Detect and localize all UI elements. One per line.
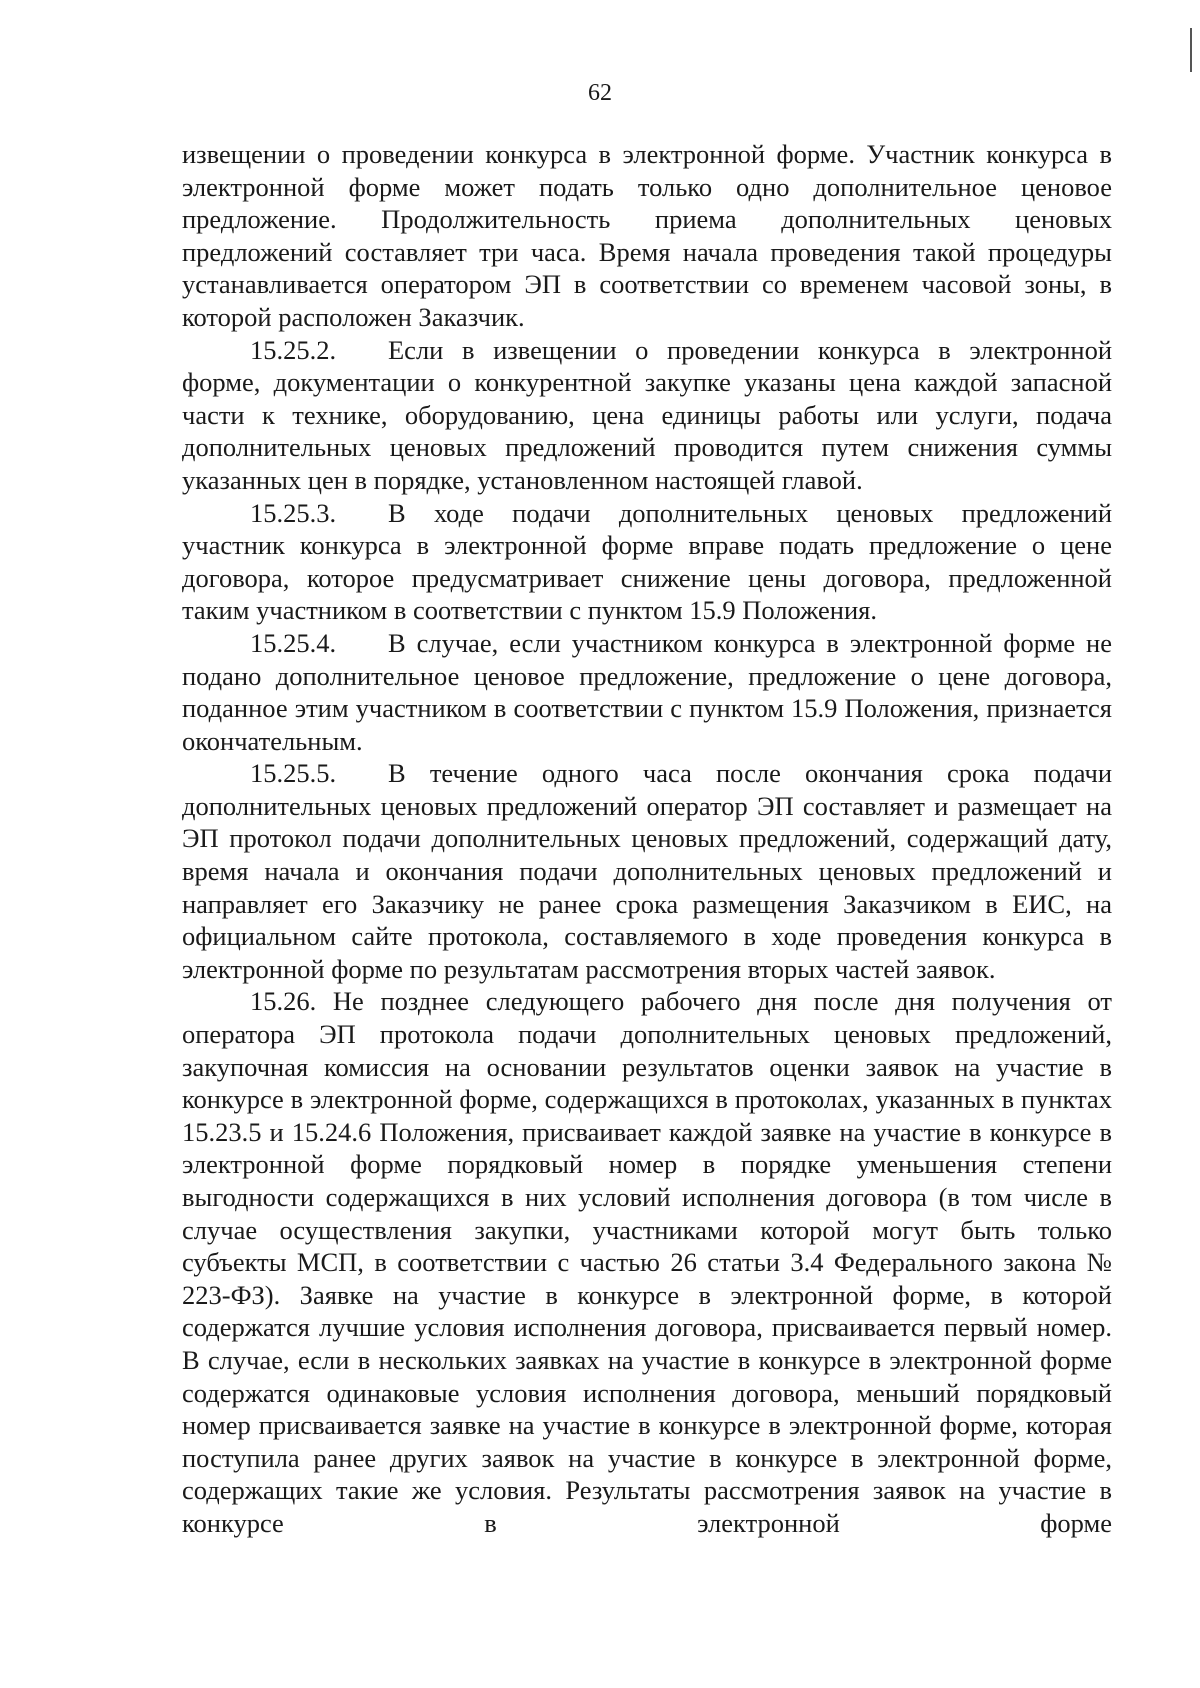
paragraph-text: извещении о проведении конкурса в электронной форме. Участник конкурса в электронной форме может подать только одно дополнительное ценовое предложение. Продолжительность приема дополнительных ценовых предложений составляет три часа. Время начала проведения такой процедуры устанавливается оператором ЭП в соответствии со временем часовой зоны, в которой расположен Заказчик. — [182, 139, 1112, 332]
document-body — [182, 138, 1112, 1540]
paragraph-15-25-5 — [182, 757, 1112, 985]
paragraph-15-25-4 — [182, 627, 1112, 757]
paragraph-number: 15.25.5. — [250, 758, 337, 789]
page-number: 62 — [588, 80, 612, 106]
paragraph-15-25-2 — [182, 334, 1112, 497]
paragraph-text: Не позднее следующего рабочего дня после дня получения от оператора ЭП протокола подачи дополнительных ценовых предложений, закупочная комиссия на основании результатов оценки заявок на участие в конкурсе в электронной форме, содержащихся в протоколах, указанных в пунктах 15.23.5 и 15.24.6 Положения, присваивает каждой заявке на участие в конкурсе в электронной форме порядковый номер в порядке уменьшения степени выгодности содержащихся в них условий исполнения договора (в том числе в случае осуществления закупки, участниками которой могут быть только субъекты МСП, в соответствии с частью 26 статьи 3.4 Федерального закона № 223-ФЗ). Заявке на участие в конкурсе в электронной форме, в которой содержатся лучшие условия исполнения договора, присваивается первый номер. В случае, если в нескольких заявках на участие в конкурсе в электронной форме содержатся одинаковые условия исполнения договора, меньший порядковый номер присваивается заявке на участие в конкурсе в электронной форме, которая поступила ранее других заявок на участие в конкурсе в электронной форме, содержащих такие же условия. Результаты рассмотрения заявок на участие в конкурсе в электронной форме — [182, 986, 1112, 1538]
scan-edge-mark — [1190, 28, 1192, 72]
paragraph-continuation — [182, 138, 1112, 334]
paragraph-text: В ходе подачи дополнительных ценовых предложений участник конкурса в электронной форме вправе подать предложение о цене договора, которое предусматривает снижение цены договора, предложенной таким участником в соответствии с пунктом 15.9 Положения. — [182, 497, 1112, 626]
paragraph-text: В случае, если участником конкурса в электронной форме не подано дополнительное ценовое предложение, предложение о цене договора, поданное этим участником в соответствии с пунктом 15.9 Положения, признается окончательным. — [182, 627, 1112, 756]
paragraph-15-25-3 — [182, 497, 1112, 627]
paragraph-number: 15.25.4. — [250, 627, 337, 658]
paragraph-number: 15.26. — [250, 986, 317, 1017]
paragraph-text: В течение одного часа после окончания срока подачи дополнительных ценовых предложений оператор ЭП составляет и размещает на ЭП протокол подачи дополнительных ценовых предложений, содержащий дату, время начала и окончания подачи дополнительных ценовых предложений и направляет его Заказчику не ранее срока размещения Заказчиком в ЕИС, на официальном сайте протокола, составляемого в ходе проведения конкурса в электронной форме по результатам рассмотрения вторых частей заявок. — [182, 758, 1112, 984]
paragraph-text: Если в извещении о проведении конкурса в электронной форме, документации о конкурентной закупке указаны цена каждой запасной части к технике, оборудованию, цена единицы работы или услуги, подача дополнительных ценовых предложений проводится путем снижения суммы указанных цен в порядке, установленном настоящей главой. — [182, 334, 1112, 495]
paragraph-number: 15.25.2. — [250, 334, 337, 365]
paragraph-number: 15.25.3. — [250, 497, 337, 528]
paragraph-15-26 — [182, 985, 1112, 1539]
